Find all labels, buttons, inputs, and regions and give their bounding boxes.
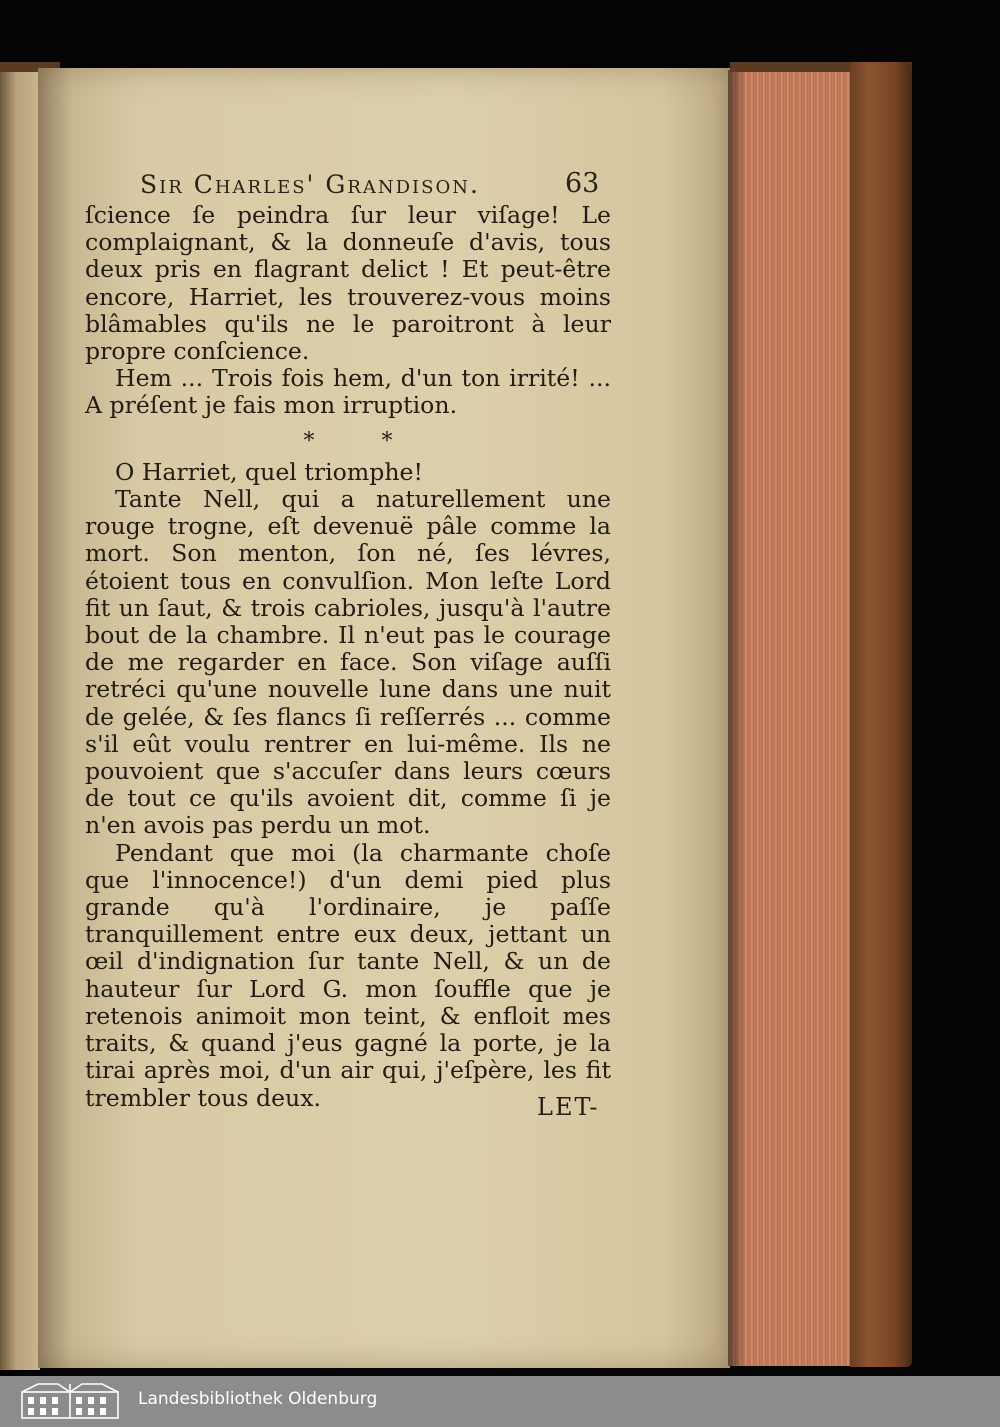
page-edges bbox=[730, 70, 855, 1366]
paragraph: ſcience ſe peindra ſur leur viſage! Le complaignant, & la donneuſe d'avis, tous deux pris en flagrant delict ! Et peut-être encore, Harriet, les trouverez-vous moins blâmables qu'ils ne le paroitront à leur propre conſcience. bbox=[85, 201, 611, 366]
body-text bbox=[85, 202, 611, 1112]
paragraph: Tante Nell, qui a naturellement une rouge trogne, eſt devenuë pâle comme la mort. Son menton, ſon né, ſes lévres, étoient tous en convulſion. Mon leſte Lord fit un ſaut, & trois cabrioles, jusqu'à l'autre bout de la chambre. Il n'eut pas le courage de me regarder en face. Son viſage auſſi retréci qu'une nouvelle lune dans une nuit de gelée, & ſes flancs ſi reſſerrés ... comme s'il eût voulu rentrer en lui-même. Ils ne pouvoient que s'accuſer dans leurs cœurs de tout ce qu'ils avoient dit, comme ſi je n'en avois pas perdu un mot. bbox=[85, 485, 611, 840]
section-separator: * * bbox=[303, 428, 423, 454]
page-number: 63 bbox=[565, 168, 600, 199]
footer-bar bbox=[0, 1376, 1000, 1427]
running-title: Sir Charles' Grandison. bbox=[140, 170, 480, 199]
gutter-shadow bbox=[728, 70, 746, 1366]
right-cover bbox=[850, 62, 912, 1367]
previous-page-edge bbox=[0, 70, 40, 1370]
catchword: LET- bbox=[537, 1093, 600, 1121]
paragraph: Hem ... Trois fois hem, d'un ton irrité! ... A préſent je fais mon irruption. bbox=[85, 364, 611, 420]
paragraph: Pendant que moi (la charmante choſe que l'innocence!) d'un demi pied plus grande qu'à l'ordinaire, je paſſe tranquillement entre eux deux, jettant un œil d'indignation ſur tante Nell, & un de hauteur ſur Lord G. mon ſouffle que je retenois animoit mon teint, & enfloit mes traits, & quand j'eus gagné la porte, je la tirai après moi, d'un air qui, j'eſpère, les fit trembler tous deux. bbox=[85, 838, 611, 1112]
library-name: Landesbibliothek Oldenburg bbox=[138, 1389, 378, 1409]
library-building-icon bbox=[18, 1382, 122, 1420]
paragraph: O Harriet, quel triomphe! bbox=[115, 457, 423, 486]
